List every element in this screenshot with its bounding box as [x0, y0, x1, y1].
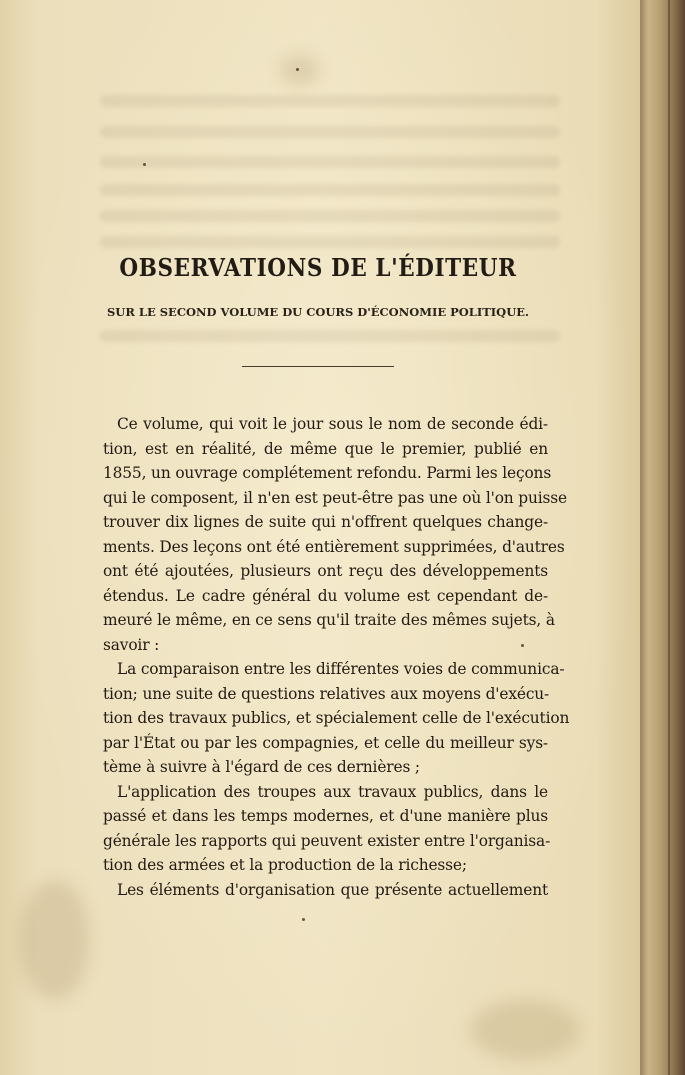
- text-line: Les éléments d'organisation que présente actuellement: [117, 880, 548, 899]
- body-text: [103, 412, 570, 902]
- text-line: tème à suivre à l'égard de ces dernières ;: [103, 758, 420, 776]
- page-title: OBSERVATIONS DE L'ÉDITEUR: [119, 254, 517, 283]
- text-line: ments. Des leçons ont été entièrement supprimées, d'autres: [103, 537, 565, 556]
- show-through: [100, 184, 560, 196]
- page-edge-line: [668, 0, 670, 1075]
- show-through: [100, 156, 560, 168]
- paper-stain: [20, 880, 90, 1000]
- text-line: 1855, un ouvrage complétement refondu. Parmi les leçons: [103, 464, 552, 482]
- divider-rule: [242, 366, 394, 367]
- text-line: La comparaison entre les différentes voies de communica-: [117, 660, 565, 678]
- paper-stain: [470, 1000, 580, 1060]
- text-line: Ce volume, qui voit le jour sous le nom de seconde édi-: [117, 415, 548, 433]
- text-line: tion des travaux publics, et spécialement celle de l'exécution: [103, 709, 570, 727]
- page-edge: [640, 0, 685, 1075]
- text-line: trouver dix lignes de suite qui n'offrent quelques change-: [103, 513, 548, 531]
- text-line: L'application des troupes aux travaux publics, dans le: [117, 782, 548, 801]
- text-line: savoir :: [103, 635, 160, 654]
- text-line: passé et dans les temps modernes, et d'une manière plus: [103, 807, 548, 825]
- show-through: [100, 330, 560, 342]
- page-subtitle: SUR LE SECOND VOLUME DU COURS D'ÉCONOMIE POLITIQUE.: [107, 305, 529, 319]
- paper-speck: [302, 918, 305, 921]
- text-line: qui le composent, il n'en est peut-être pas une où l'on puisse: [103, 488, 568, 507]
- text-line: tion des armées et la production de la richesse;: [103, 856, 467, 874]
- paper-speck: [296, 68, 299, 71]
- text-line: meuré le même, en ce sens qu'il traite des mêmes sujets, à: [103, 611, 555, 629]
- paper-speck: [143, 163, 146, 166]
- text-line: par l'État ou par les compagnies, et celle du meilleur sys-: [103, 733, 548, 752]
- show-through: [100, 95, 560, 107]
- show-through: [100, 210, 560, 222]
- text-line: ont été ajoutées, plusieurs ont reçu des développements: [103, 562, 548, 580]
- text-line: tion, est en réalité, de même que le premier, publié en: [103, 439, 548, 458]
- text-line: étendus. Le cadre général du volume est cependant de-: [103, 586, 548, 605]
- show-through: [100, 236, 560, 248]
- text-line: tion; une suite de questions relatives aux moyens d'exécu-: [103, 684, 550, 703]
- show-through: [100, 126, 560, 138]
- paper-stain: [280, 55, 320, 85]
- text-line: générale les rapports qui peuvent exister entre l'organisa-: [103, 831, 551, 850]
